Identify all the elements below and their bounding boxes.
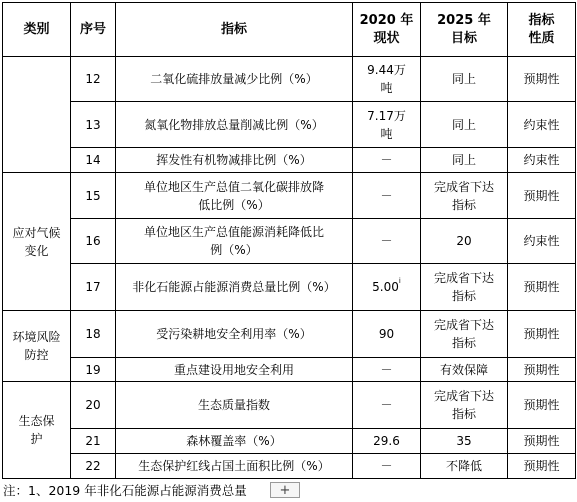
value-2020-cell: 90 xyxy=(353,311,421,358)
target-2025-cell: 35 xyxy=(421,429,508,454)
indicator-cell: 单位地区生产总值能源消耗降低比 例（%） xyxy=(116,219,353,264)
target-2025-cell: 同上 xyxy=(421,102,508,148)
indicator-cell: 非化石能源占能源消费总量比例（%） xyxy=(116,264,353,311)
table-row xyxy=(3,264,576,311)
indicator-table xyxy=(2,2,576,479)
value-2020-cell: － xyxy=(353,454,421,479)
header-2025-target: 2025 年 目标 xyxy=(421,3,508,57)
expand-button[interactable]: + xyxy=(270,482,300,498)
target-2025-cell: 有效保障 xyxy=(421,358,508,382)
seq-cell: 17 xyxy=(71,264,116,311)
table-row xyxy=(3,219,576,264)
type-cell: 约束性 xyxy=(508,219,576,264)
header-indicator-type: 指标 性质 xyxy=(508,3,576,57)
category-cell-climate: 应对气候 变化 xyxy=(3,173,71,311)
header-row xyxy=(3,3,576,57)
footnote-text: 注：1、2019 年非化石能源占能源消费总量 xyxy=(3,483,247,498)
value-2020-cell xyxy=(353,264,421,311)
category-cell-continued xyxy=(3,57,71,173)
value-2020-cell: 7.17万 吨 xyxy=(353,102,421,148)
seq-cell: 13 xyxy=(71,102,116,148)
value-2020-cell: － xyxy=(353,148,421,173)
value-2020-cell: － xyxy=(353,173,421,219)
value-2020-cell: 29.6 xyxy=(353,429,421,454)
type-cell: 预期性 xyxy=(508,57,576,102)
value-2020-cell: 9.44万 吨 xyxy=(353,57,421,102)
type-cell: 预期性 xyxy=(508,358,576,382)
category-cell-eco: 生态保 护 xyxy=(3,382,71,479)
target-2025-cell: 20 xyxy=(421,219,508,264)
type-cell: 预期性 xyxy=(508,382,576,429)
seq-cell: 16 xyxy=(71,219,116,264)
value-2020-text: 5.00 xyxy=(372,280,399,294)
indicator-cell: 生态保护红线占国土面积比例（%） xyxy=(116,454,353,479)
table-row xyxy=(3,454,576,479)
seq-cell: 22 xyxy=(71,454,116,479)
type-cell: 预期性 xyxy=(508,311,576,358)
value-2020-cell: － xyxy=(353,358,421,382)
target-2025-cell: 完成省下达 指标 xyxy=(421,264,508,311)
header-indicator: 指标 xyxy=(116,3,353,57)
target-2025-cell: 不降低 xyxy=(421,454,508,479)
table-row xyxy=(3,148,576,173)
value-2020-cell: － xyxy=(353,382,421,429)
indicator-cell: 二氧化硫排放量减少比例（%） xyxy=(116,57,353,102)
header-category: 类别 xyxy=(3,3,71,57)
indicator-cell: 氮氧化物排放总量削减比例（%） xyxy=(116,102,353,148)
seq-cell: 12 xyxy=(71,57,116,102)
target-2025-cell: 完成省下达 指标 xyxy=(421,173,508,219)
type-cell: 预期性 xyxy=(508,264,576,311)
table-row xyxy=(3,102,576,148)
type-cell: 约束性 xyxy=(508,148,576,173)
category-cell-risk: 环境风险 防控 xyxy=(3,311,71,382)
type-cell: 预期性 xyxy=(508,173,576,219)
type-cell: 约束性 xyxy=(508,102,576,148)
seq-cell: 21 xyxy=(71,429,116,454)
indicator-cell: 森林覆盖率（%） xyxy=(116,429,353,454)
seq-cell: 19 xyxy=(71,358,116,382)
target-2025-cell: 同上 xyxy=(421,57,508,102)
target-2025-cell: 完成省下达 指标 xyxy=(421,382,508,429)
table-row xyxy=(3,173,576,219)
indicator-cell: 受污染耕地安全利用率（%） xyxy=(116,311,353,358)
target-2025-cell: 完成省下达 指标 xyxy=(421,311,508,358)
type-cell: 预期性 xyxy=(508,429,576,454)
type-cell: 预期性 xyxy=(508,454,576,479)
indicator-cell: 挥发性有机物减排比例（%） xyxy=(116,148,353,173)
header-2020-status: 2020 年 现状 xyxy=(353,3,421,57)
seq-cell: 15 xyxy=(71,173,116,219)
header-seq: 序号 xyxy=(71,3,116,57)
table-row xyxy=(3,382,576,429)
value-2020-cell: － xyxy=(353,219,421,264)
seq-cell: 14 xyxy=(71,148,116,173)
table-row xyxy=(3,311,576,358)
seq-cell: 18 xyxy=(71,311,116,358)
target-2025-cell: 同上 xyxy=(421,148,508,173)
indicator-cell: 单位地区生产总值二氧化碳排放降 低比例（%） xyxy=(116,173,353,219)
table-row xyxy=(3,358,576,382)
seq-cell: 20 xyxy=(71,382,116,429)
indicator-cell: 生态质量指数 xyxy=(116,382,353,429)
table-row xyxy=(3,57,576,102)
footnote-marker: i xyxy=(398,277,401,285)
indicator-cell: 重点建设用地安全利用 xyxy=(116,358,353,382)
table-row xyxy=(3,429,576,454)
